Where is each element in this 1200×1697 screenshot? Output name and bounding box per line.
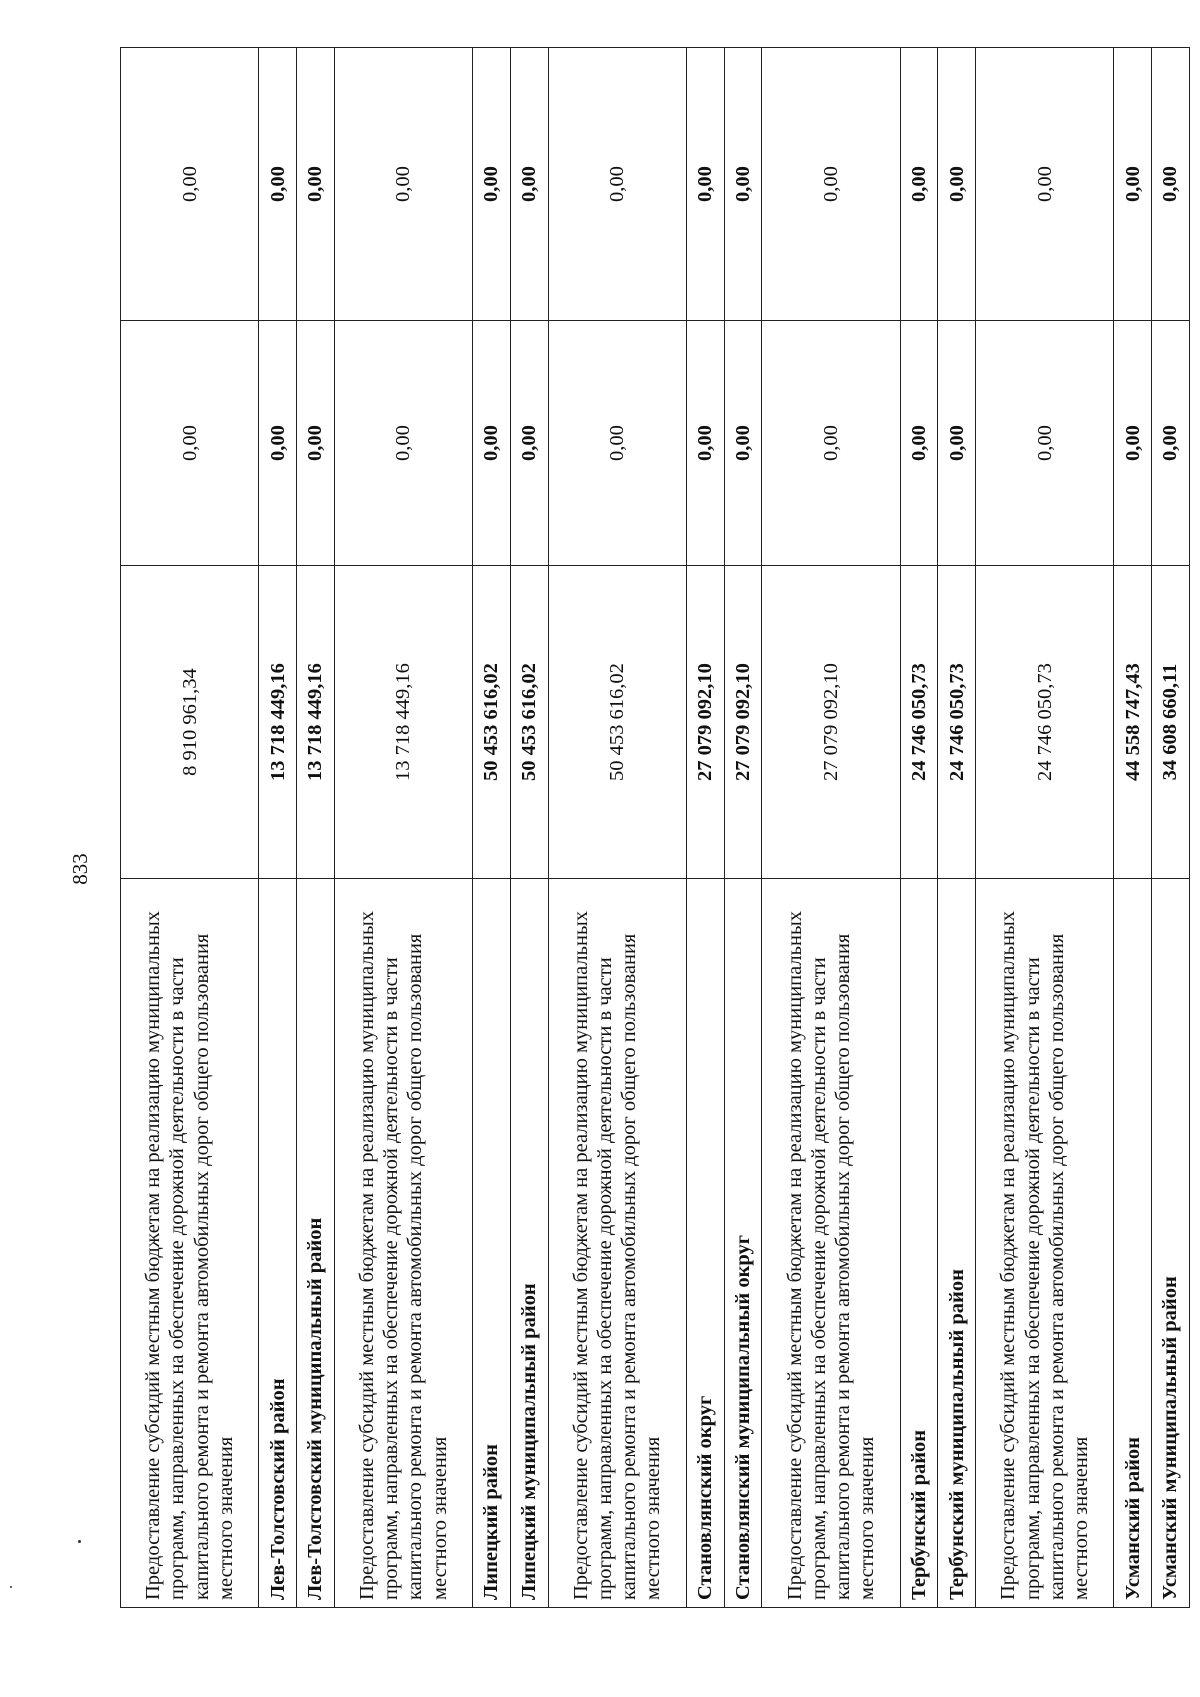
page-number: 833 <box>68 853 92 885</box>
row-name-cell: Становлянский муниципальный округ <box>724 879 762 1608</box>
row-value-1-cell: 24 746 050,73 <box>900 566 938 879</box>
table-row <box>297 48 335 1608</box>
row-value-3-cell: 0,00 <box>724 48 762 321</box>
row-value-3-cell: 0,00 <box>297 48 335 321</box>
table-row <box>259 48 297 1608</box>
row-value-2-cell: 0,00 <box>121 321 259 566</box>
table-row <box>900 48 938 1608</box>
row-value-3-cell: 0,00 <box>259 48 297 321</box>
row-name-cell: Лев-Толстовский район <box>259 879 297 1608</box>
row-value-2-cell: 0,00 <box>334 321 472 566</box>
row-value-1-cell: 50 453 616,02 <box>548 566 686 879</box>
table-wrapper <box>120 48 1190 1608</box>
row-value-3-cell: 0,00 <box>762 48 900 321</box>
row-name-cell: Предоставление субсидий местным бюджетам на реализацию муниципальных программ, направленных на обеспечение дорожной деятельности в части капитального ремонта и ремонта автомобильных дорог общего пользования местного значения <box>334 879 472 1608</box>
table-row <box>334 48 472 1608</box>
scan-speck <box>78 1540 81 1543</box>
row-name-cell: Усманский муниципальный район <box>1152 879 1190 1608</box>
table-row <box>121 48 259 1608</box>
row-value-1-cell: 27 079 092,10 <box>724 566 762 879</box>
row-value-1-cell: 27 079 092,10 <box>686 566 724 879</box>
row-value-3-cell: 0,00 <box>1114 48 1152 321</box>
row-value-2-cell: 0,00 <box>938 321 976 566</box>
row-name-cell: Становлянский округ <box>686 879 724 1608</box>
row-value-1-cell: 50 453 616,02 <box>510 566 548 879</box>
row-name-cell: Предоставление субсидий местным бюджетам на реализацию муниципальных программ, направленных на обеспечение дорожной деятельности в части капитального ремонта и ремонта автомобильных дорог общего пользования местного значения <box>762 879 900 1608</box>
row-value-1-cell: 13 718 449,16 <box>259 566 297 879</box>
row-value-1-cell: 34 608 660,11 <box>1152 566 1190 879</box>
table-row <box>1114 48 1152 1608</box>
row-value-2-cell: 0,00 <box>724 321 762 566</box>
row-value-1-cell: 50 453 616,02 <box>473 566 511 879</box>
table-row <box>938 48 976 1608</box>
budget-table <box>120 47 1190 1608</box>
row-value-3-cell: 0,00 <box>900 48 938 321</box>
row-name-cell: Предоставление субсидий местным бюджетам на реализацию муниципальных программ, направленных на обеспечение дорожной деятельности в части капитального ремонта и ремонта автомобильных дорог общего пользования местного значения <box>976 879 1114 1608</box>
table-body <box>121 48 1190 1608</box>
row-value-1-cell: 13 718 449,16 <box>334 566 472 879</box>
row-value-2-cell: 0,00 <box>976 321 1114 566</box>
row-value-1-cell: 24 746 050,73 <box>976 566 1114 879</box>
row-value-2-cell: 0,00 <box>473 321 511 566</box>
table-row <box>510 48 548 1608</box>
row-value-3-cell: 0,00 <box>548 48 686 321</box>
row-value-3-cell: 0,00 <box>1152 48 1190 321</box>
row-value-2-cell: 0,00 <box>259 321 297 566</box>
row-name-cell: Тербунский район <box>900 879 938 1608</box>
row-value-2-cell: 0,00 <box>762 321 900 566</box>
row-value-1-cell: 13 718 449,16 <box>297 566 335 879</box>
row-name-cell: Предоставление субсидий местным бюджетам на реализацию муниципальных программ, направленных на обеспечение дорожной деятельности в части капитального ремонта и ремонта автомобильных дорог общего пользования местного значения <box>548 879 686 1608</box>
row-value-2-cell: 0,00 <box>686 321 724 566</box>
row-value-1-cell: 44 558 747,43 <box>1114 566 1152 879</box>
table-row <box>548 48 686 1608</box>
row-name-cell: Липецкий муниципальный район <box>510 879 548 1608</box>
row-name-cell: Усманский район <box>1114 879 1152 1608</box>
row-value-1-cell: 24 746 050,73 <box>938 566 976 879</box>
row-name-cell: Предоставление субсидий местным бюджетам на реализацию муниципальных программ, направленных на обеспечение дорожной деятельности в части капитального ремонта и ремонта автомобильных дорог общего пользования местного значения <box>121 879 259 1608</box>
row-name-cell: Липецкий район <box>473 879 511 1608</box>
row-value-3-cell: 0,00 <box>938 48 976 321</box>
row-value-2-cell: 0,00 <box>1152 321 1190 566</box>
row-value-3-cell: 0,00 <box>473 48 511 321</box>
row-value-2-cell: 0,00 <box>297 321 335 566</box>
table-row <box>762 48 900 1608</box>
row-value-2-cell: 0,00 <box>1114 321 1152 566</box>
row-value-1-cell: 27 079 092,10 <box>762 566 900 879</box>
table-row <box>976 48 1114 1608</box>
table-row <box>724 48 762 1608</box>
row-value-2-cell: 0,00 <box>548 321 686 566</box>
row-value-3-cell: 0,00 <box>121 48 259 321</box>
table-row <box>686 48 724 1608</box>
row-value-3-cell: 0,00 <box>686 48 724 321</box>
scan-speck <box>10 1586 12 1588</box>
row-value-1-cell: 8 910 961,34 <box>121 566 259 879</box>
row-value-3-cell: 0,00 <box>976 48 1114 321</box>
row-value-3-cell: 0,00 <box>334 48 472 321</box>
row-name-cell: Лев-Толстовский муниципальный район <box>297 879 335 1608</box>
row-value-3-cell: 0,00 <box>510 48 548 321</box>
row-value-2-cell: 0,00 <box>510 321 548 566</box>
rotated-page <box>120 48 1190 1608</box>
row-value-2-cell: 0,00 <box>900 321 938 566</box>
row-name-cell: Тербунский муниципальный район <box>938 879 976 1608</box>
table-row <box>1152 48 1190 1608</box>
table-row <box>473 48 511 1608</box>
